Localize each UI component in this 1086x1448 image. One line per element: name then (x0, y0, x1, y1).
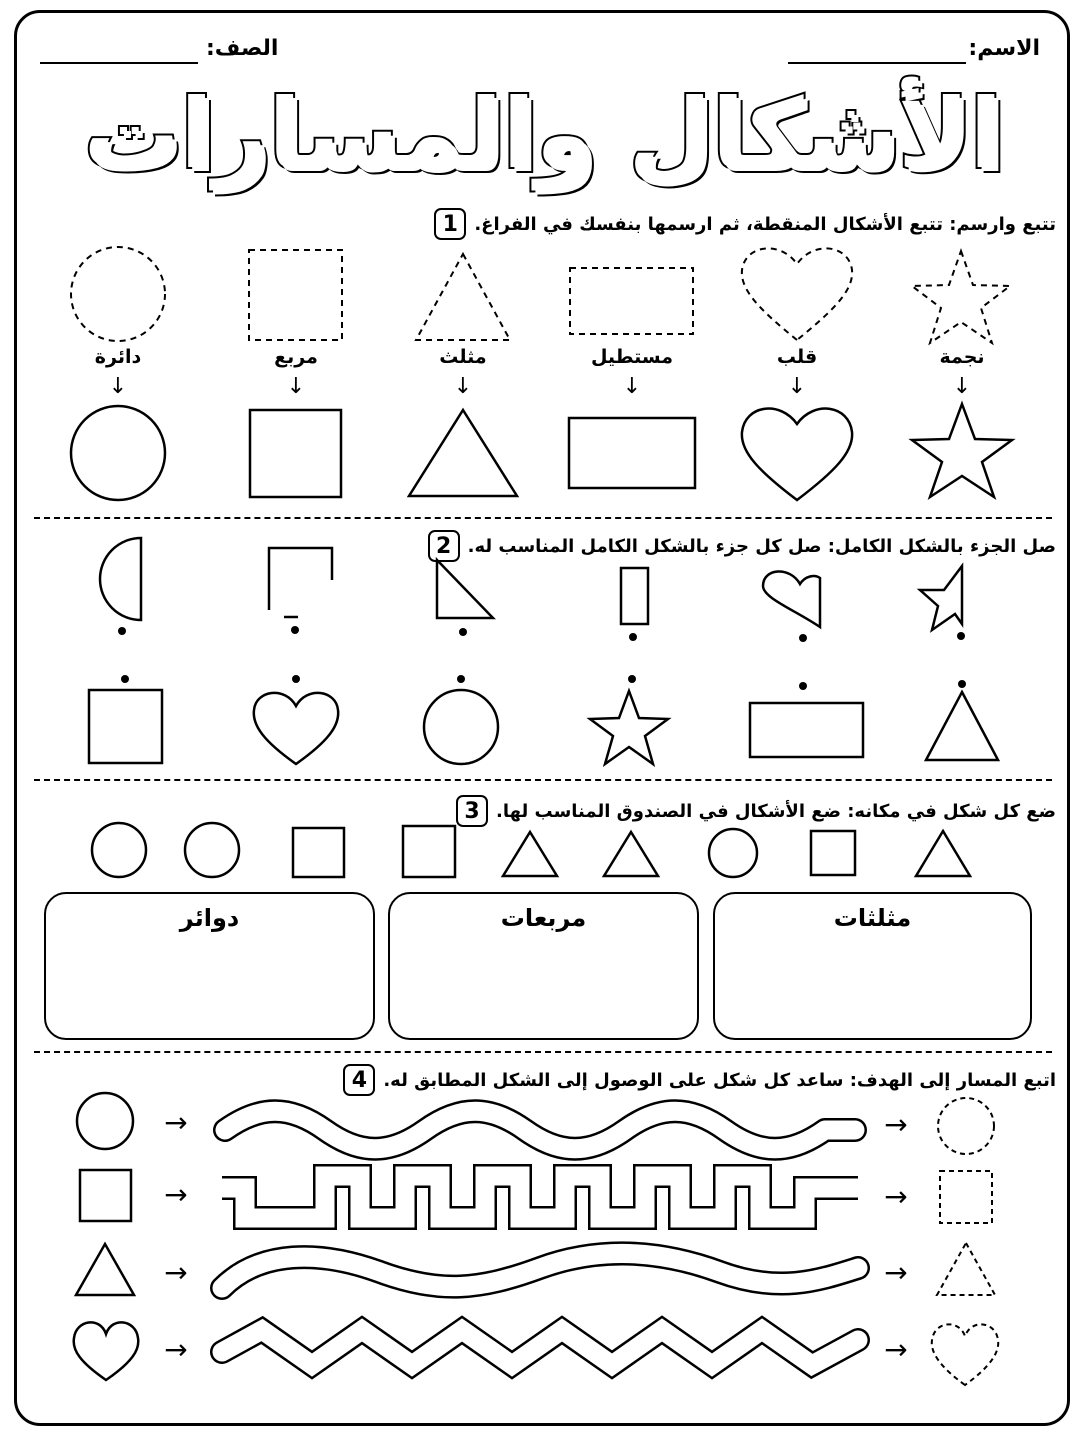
page-title: الأشكال والمسارات (83, 78, 1003, 190)
arrow-down-icon: ↓ (286, 374, 306, 399)
label-triangle: مثلث (439, 346, 487, 368)
arrow-right-icon: → (164, 1178, 188, 1211)
section3-number: 3 (456, 795, 488, 827)
label-star: نجمة (939, 346, 985, 368)
box-label: مثلثات (833, 904, 912, 932)
label-rectangle: مستطيل (590, 346, 674, 368)
section1-text: تتبع وارسم: تتبع الأشكال المنقطة، ثم ارسمها بنفسك في الفراغ. (474, 213, 1056, 235)
arrow-down-icon: ↓ (787, 374, 807, 399)
box-label: دوائر (179, 904, 240, 932)
arrow-right-icon: → (164, 1256, 188, 1289)
arrow-right-icon: → (884, 1256, 908, 1289)
zigzag-square-path-inner (222, 1176, 858, 1218)
square-shape (80, 1170, 131, 1221)
arrow-down-icon: ↓ (622, 374, 642, 399)
arrow-right-icon: → (164, 1106, 188, 1139)
class-label: الصف: (206, 36, 279, 61)
dotted-triangle-target[interactable] (937, 1243, 995, 1295)
heart-shape (74, 1322, 139, 1380)
arrow-right-icon: → (884, 1333, 908, 1366)
dotted-heart-target[interactable] (932, 1324, 998, 1385)
arrow-right-icon: → (884, 1180, 908, 1213)
section4-text: اتبع المسار إلى الهدف: ساعد كل شكل على الوصول إلى الشكل المطابق له. (383, 1069, 1056, 1091)
arrow-down-icon: ↓ (108, 374, 128, 399)
section2-number: 2 (428, 530, 460, 562)
triangle-shape (76, 1244, 134, 1295)
circle-shape (77, 1093, 133, 1149)
arrow-right-icon: → (884, 1108, 908, 1141)
arrow-right-icon: → (164, 1333, 188, 1366)
label-square: مربع (274, 346, 318, 368)
arrow-down-icon: ↓ (952, 374, 972, 399)
label-heart: قلب (776, 346, 818, 368)
wavy-path-inner (225, 1111, 855, 1149)
dotted-circle-target[interactable] (938, 1098, 994, 1154)
section1-number: 1 (434, 208, 466, 240)
section2-text: صل الجزء بالشكل الكامل: صل كل جزء بالشكل الكامل المناسب له. (467, 535, 1056, 557)
arrow-down-icon: ↓ (453, 374, 473, 399)
label-circle: دائرة (94, 346, 142, 368)
dotted-square-target[interactable] (940, 1171, 992, 1223)
section4-number: 4 (343, 1064, 375, 1096)
box-label: مربعات (500, 904, 587, 932)
section3-text: ضع كل شكل في مكانه: ضع الأشكال في الصندوق المناسب لها. (496, 800, 1056, 822)
name-label: الاسم: (968, 36, 1040, 61)
